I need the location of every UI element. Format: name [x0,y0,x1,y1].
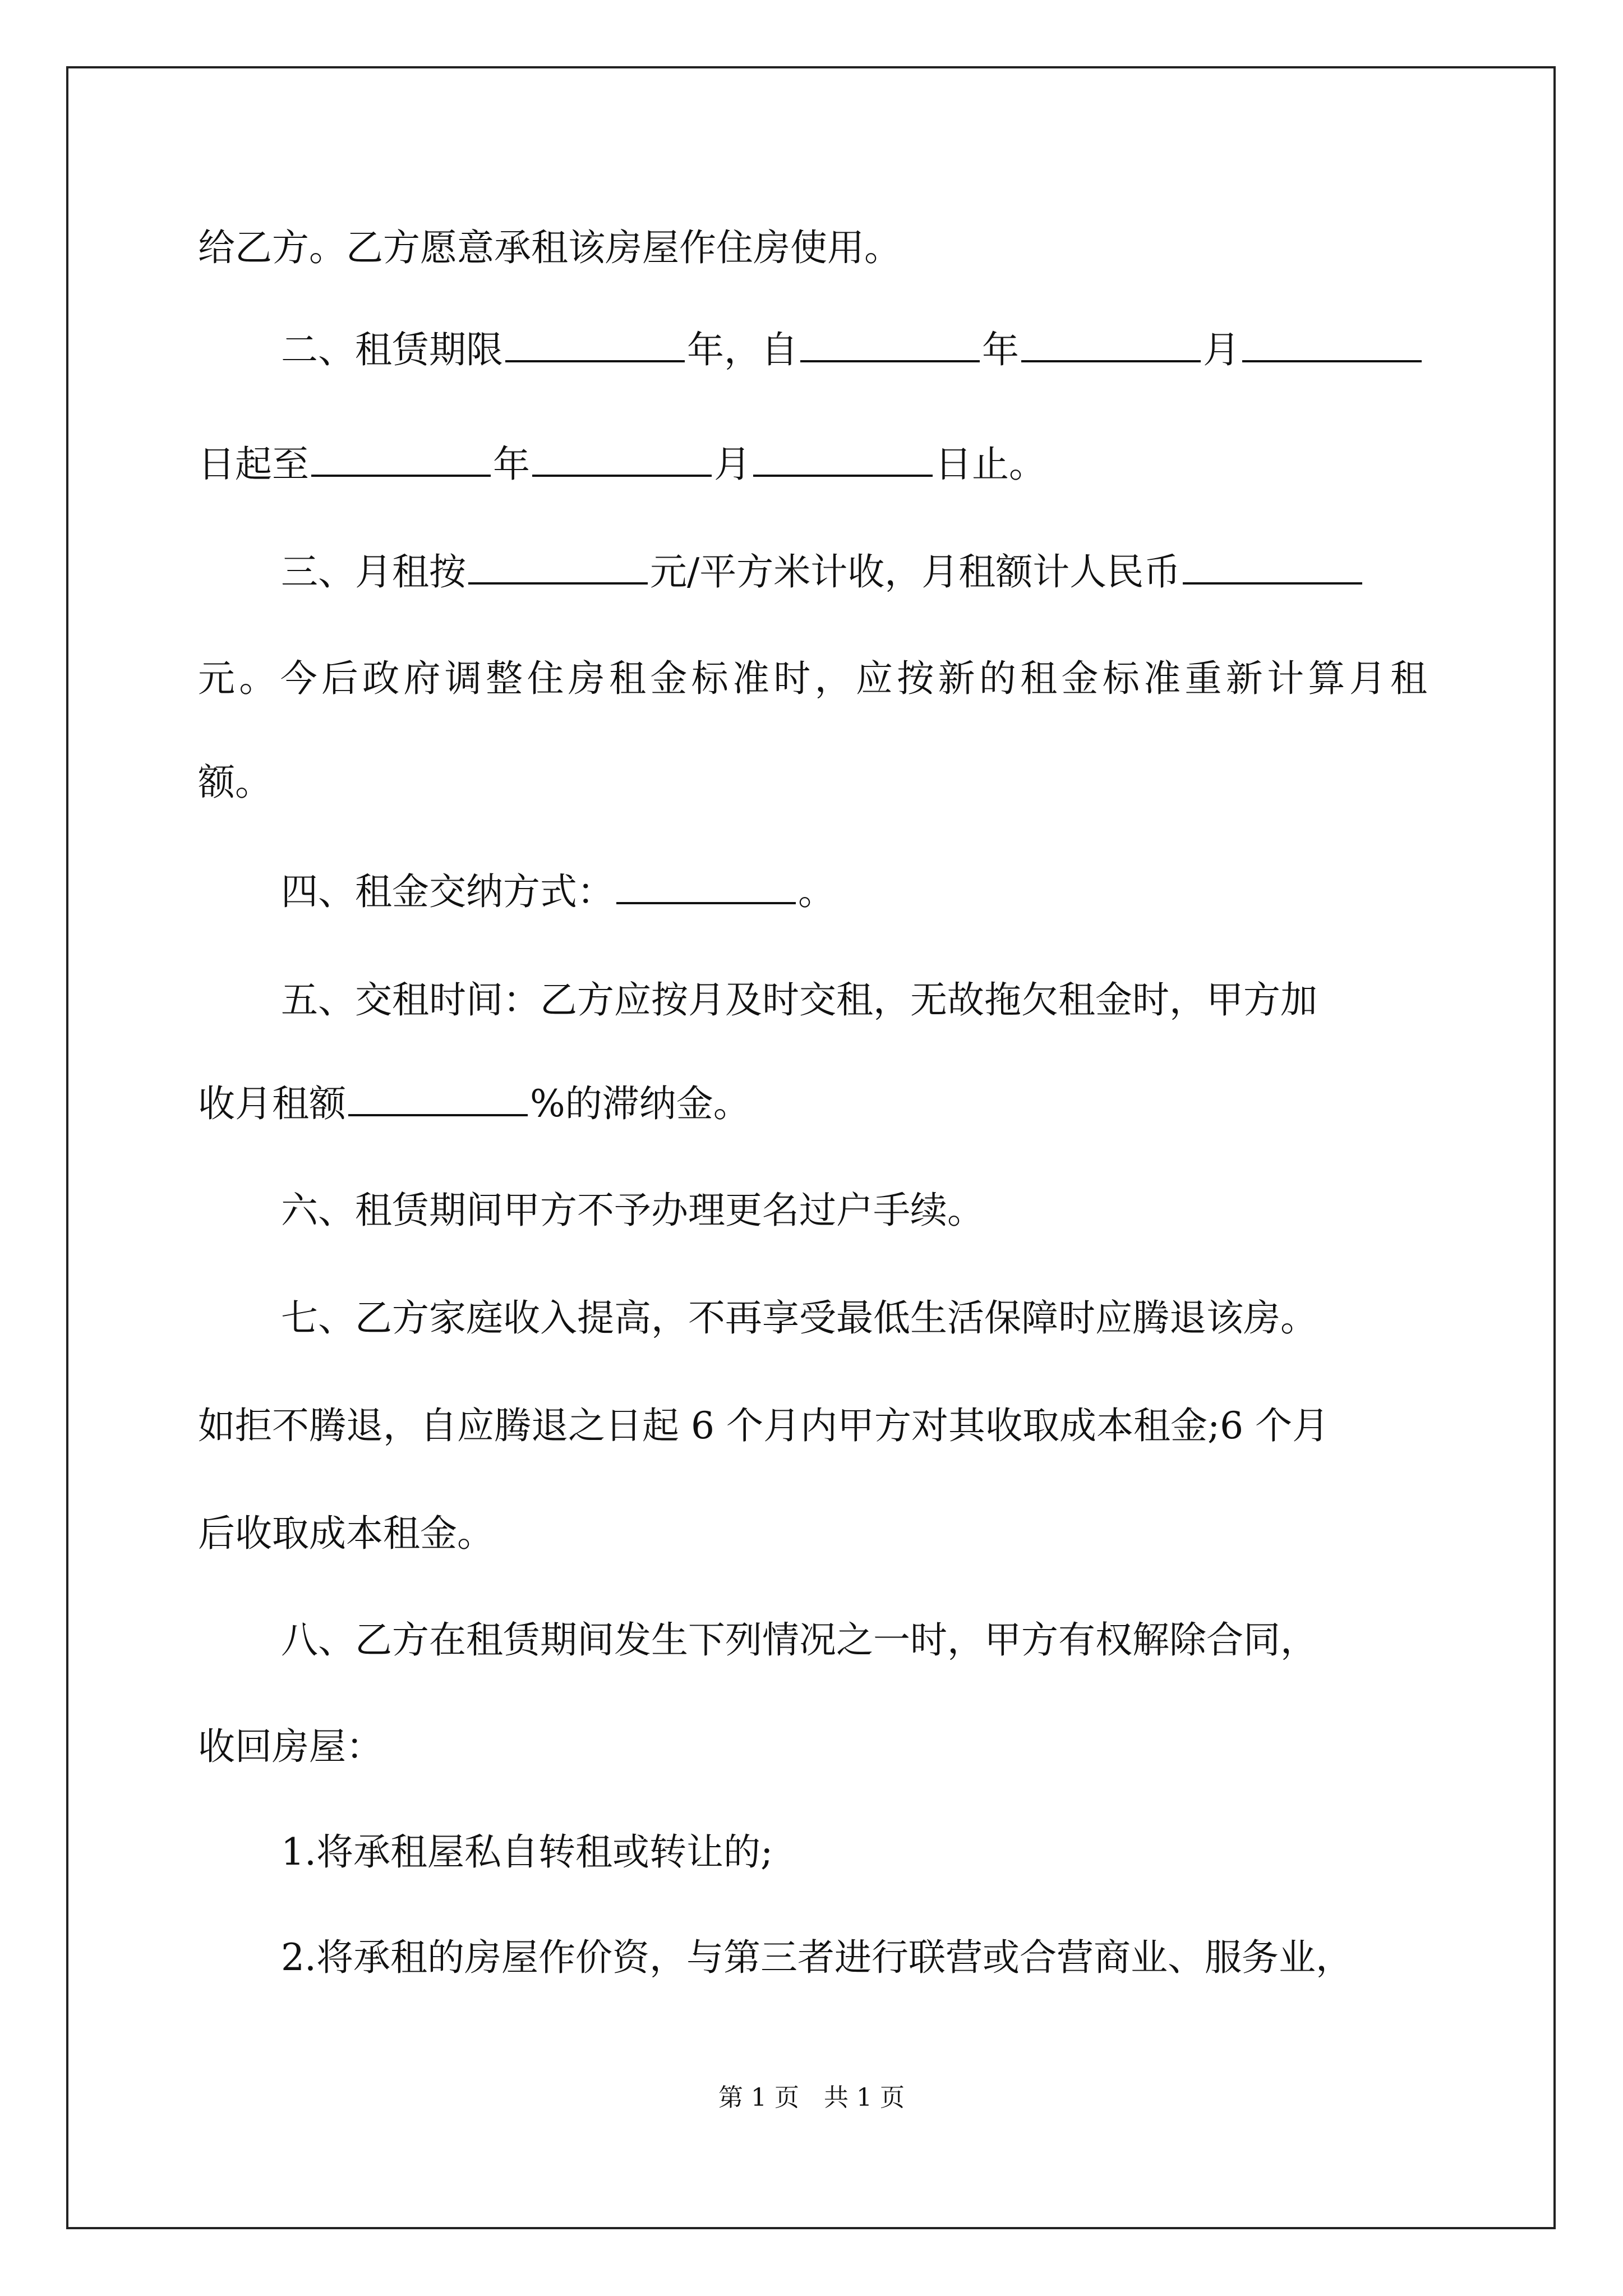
text-span: 年，自 [687,328,798,371]
text-line [198,544,1427,600]
page-number: 第 1 页 共 1 页 [718,2083,905,2112]
text-span: 月 [1203,328,1240,371]
fill-in-blank[interactable] [1021,324,1201,362]
fill-in-blank[interactable] [1242,324,1422,362]
fill-in-blank[interactable] [311,439,491,477]
text-span: 后收取成本租金。 [198,1512,494,1555]
text-span: 额。 [198,761,272,804]
page-border [66,66,1556,2229]
text-line [198,322,1427,378]
text-line [198,754,1427,811]
text-span: 。 [798,870,835,913]
fill-in-blank[interactable] [1183,546,1362,585]
text-line [198,1930,1427,1986]
text-span: 2.将承租的房屋作价资，与第三者进行联营或合营商业、服务业， [281,1936,1353,1979]
text-line [198,1824,1427,1880]
text-line [198,220,1427,276]
text-line [198,1612,1427,1668]
fill-in-blank[interactable] [753,439,933,477]
text-line [198,1076,1427,1132]
text-line [198,864,1427,920]
fill-in-blank[interactable] [532,439,712,477]
fill-in-blank[interactable] [348,1078,528,1116]
text-span: 元。今后政府调整住房租金标准时，应按新的租金标准重新计算月租 [198,657,1427,700]
text-span: 给乙方。乙方愿意承租该房屋作住房使用。 [198,226,901,269]
text-span: 年 [493,443,530,486]
text-span: 五、交租时间：乙方应按月及时交租，无故拖欠租金时，甲方加 [281,978,1317,1022]
text-span: 七、乙方家庭收入提高，不再享受最低生活保障时应腾退该房。 [281,1296,1317,1340]
text-span: 六、租赁期间甲方不予办理更名过户手续。 [281,1189,984,1232]
text-span: 收回房屋： [198,1725,383,1768]
text-line [198,1506,1427,1562]
text-span: 月 [714,443,751,486]
text-line [198,1290,1427,1346]
text-span: 日起至 [198,443,309,486]
text-span: 三、月租按 [281,550,466,593]
fill-in-blank[interactable] [616,866,796,904]
text-line [198,1719,1427,1775]
text-span: 年 [982,328,1019,371]
text-span: 收月租额 [198,1082,346,1125]
text-span: 四、租金交纳方式： [281,870,614,913]
text-span: %的滞纳金。 [530,1082,750,1125]
text-span: 二、租赁期限 [281,328,503,371]
text-span: 日止。 [935,443,1046,486]
text-line [198,436,1427,493]
text-line [198,972,1427,1028]
text-span: 元/平方米计收，月租额计人民币 [650,550,1181,593]
page-footer [0,2081,1623,2115]
text-line [198,1182,1427,1239]
fill-in-blank[interactable] [800,324,980,362]
fill-in-blank[interactable] [505,324,685,362]
text-line [198,1398,1427,1454]
fill-in-blank[interactable] [468,546,648,585]
text-line [198,651,1427,707]
text-span: 如拒不腾退，自应腾退之日起 6 个月内甲方对其收取成本租金;6 个月 [198,1404,1330,1447]
text-span: 1.将承租屋私自转租或转让的; [281,1830,773,1874]
text-span: 八、乙方在租赁期间发生下列情况之一时，甲方有权解除合同， [281,1618,1317,1662]
